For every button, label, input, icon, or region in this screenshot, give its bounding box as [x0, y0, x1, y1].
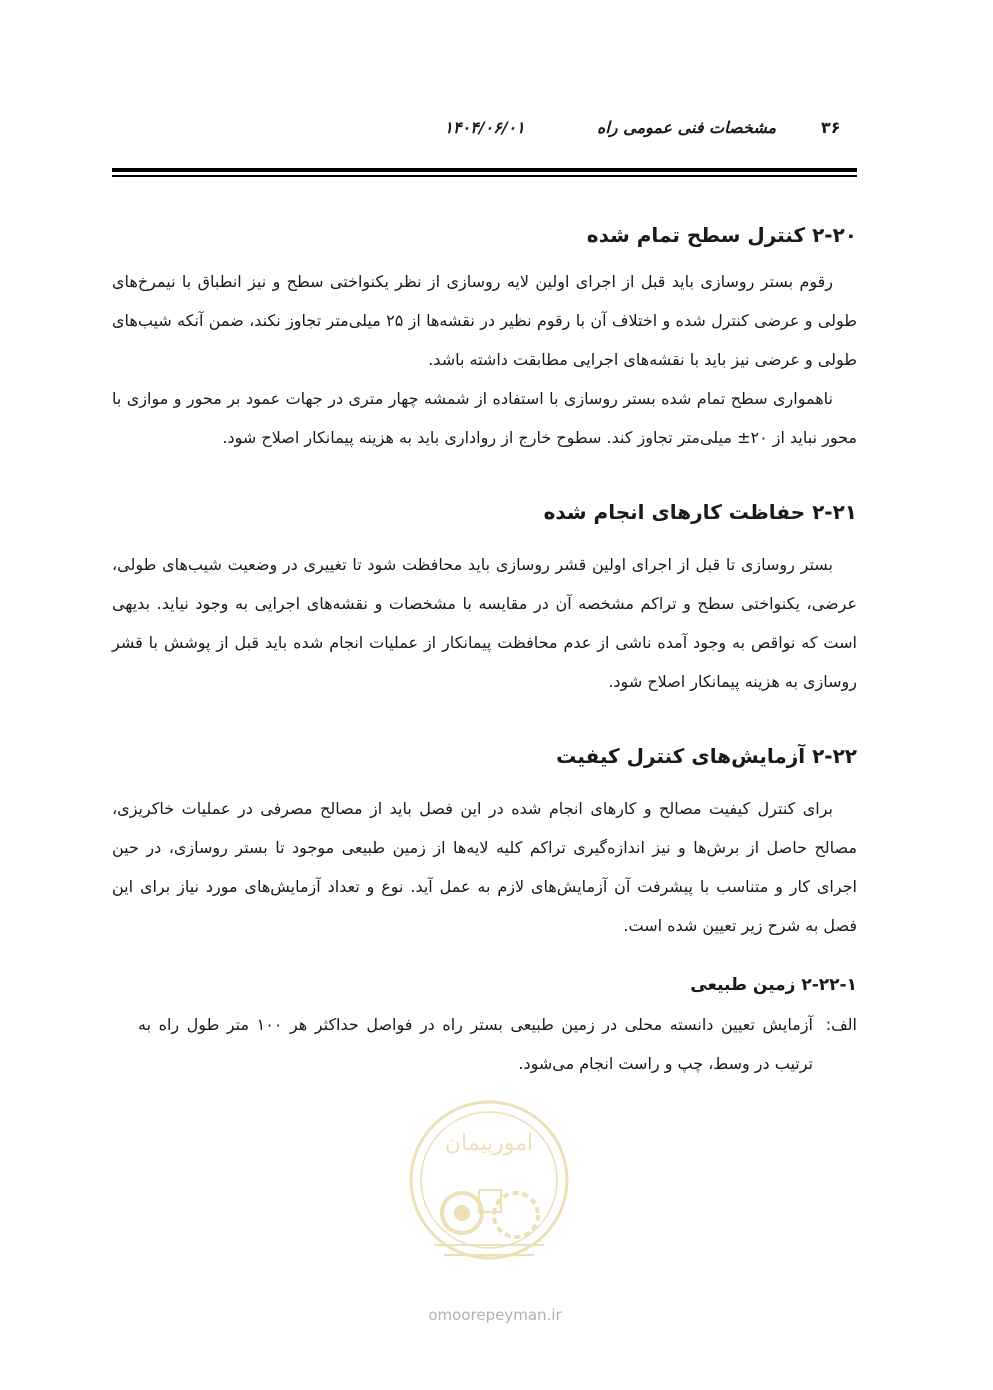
paragraph: برای کنترل کیفیت مصالح و کارهای انجام شده در این فصل باید از مصالح مصرفی در عملیات خاکریزی، مصالح حاصل از برش‌ها و نیز اندازه‌گیری تراکم کلیه لایه‌ها از زمین طبیعی موجود تا بستر روسازی، در حین اجرای کار و متناسب با پیشرفت آن آزمایش‌های لازم به عمل آید. نوع و تعداد آزمایش‌های مورد نیاز برای این فصل به شرح زیر تعیین شده است.: [112, 799, 857, 935]
paragraph: ناهمواری سطح تمام شده بستر روسازی با استفاده از شمشه چهار متری در جهات عمود بر محور و موازی با محور نباید از ۲۰± میلی‌متر تجاوز کند. سطوح خارج از رواداری باید به هزینه پیمانکار اصلاح شود.: [112, 389, 857, 447]
watermark-site: omoorepeyman.ir: [428, 1306, 562, 1324]
header-rule-thin: [112, 175, 857, 177]
list-item-label: الف:: [825, 1015, 857, 1034]
page-header: [112, 118, 857, 158]
header-title: مشخصات فنی عمومی راه: [597, 118, 777, 137]
page-number: ۳۶: [821, 118, 841, 137]
watermark-logo-text: امورپیمان: [444, 1131, 534, 1156]
header-rule-thick: [112, 168, 857, 172]
page-body: [112, 208, 857, 1083]
subsection-heading: ۲-۲۲-۱ زمین طبیعی: [690, 975, 857, 995]
watermark-logo: [404, 1095, 574, 1285]
list-item-text: آزمایش تعیین دانسته محلی در زمین طبیعی بستر راه در فواصل حداکثر هر ۱۰۰ متر طول راه به ترتیب در وسط، چپ و راست انجام می‌شود.: [138, 1015, 813, 1073]
section-heading: ۲-۲۲ آزمایش‌های کنترل کیفیت: [556, 744, 857, 768]
list-item: [112, 1005, 857, 1083]
header-date: ۱۴۰۴/۰۶/۰۱: [444, 118, 525, 137]
section-heading: ۲-۲۱ حفاظت کارهای انجام شده: [543, 500, 857, 524]
paragraph: بستر روسازی تا قبل از اجرای اولین قشر روسازی باید محافظت شود تا تغییری در وضعیت شیب‌های طولی، عرضی، یکنواختی سطح و تراکم مشخصه آن در مقایسه با مشخصات و نقشه‌های اجرایی به وجود نیاید. بدیهی است که نواقص به وجود آمده ناشی از عدم محافظت پیمانکار از عملیات انجام شده باید قبل از پوشش با قشر روسازی به هزینه پیمانکار اصلاح شود.: [112, 555, 857, 691]
section-heading: ۲-۲۰ کنترل سطح تمام شده: [586, 223, 857, 247]
paragraph: رقوم بستر روسازی باید قبل از اجرای اولین لایه روسازی از نظر یکنواختی سطح و نیز انطباق با نیمرخ‌های طولی و عرضی کنترل شده و اختلاف آن با رقوم نظیر در نقشه‌ها از ۲۵ میلی‌متر تجاوز نکند، ضمن آنکه شیب‌های طولی و عرضی نیز باید با نقشه‌های اجرایی مطابقت داشته باشد.: [112, 272, 857, 369]
